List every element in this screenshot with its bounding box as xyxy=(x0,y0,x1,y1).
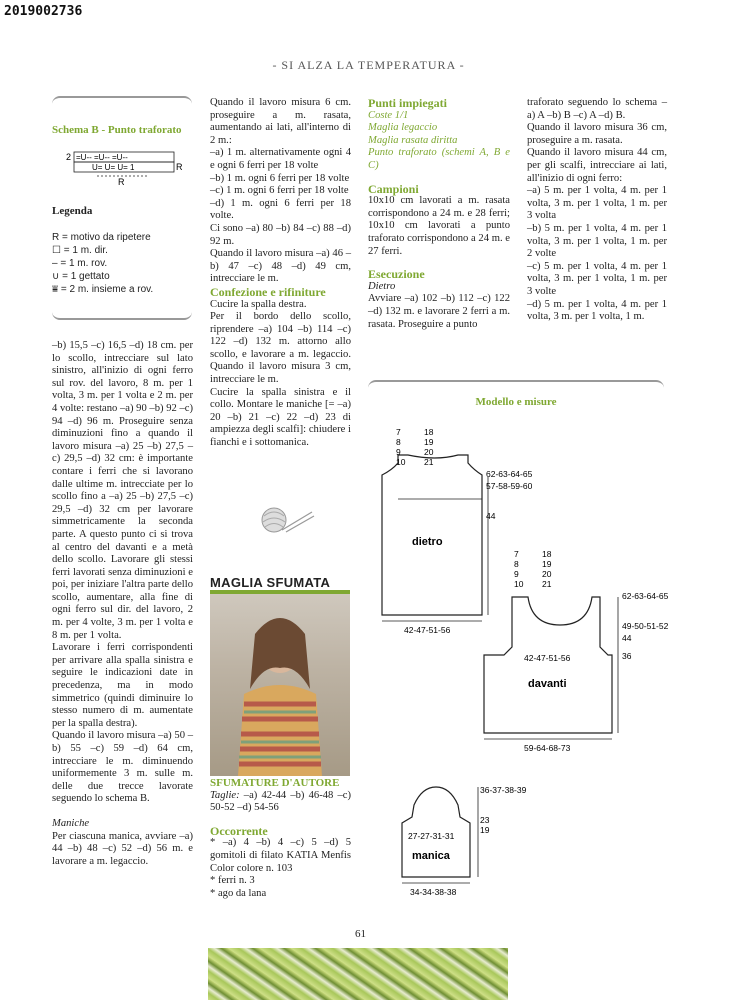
column-3-text xyxy=(368,97,510,331)
chart-bottom-cells: U= U= U= 1 xyxy=(92,163,135,172)
paragraph: 10x10 cm lavorati a m. rasata corrispondono a 24 m. e 28 ferri; 10x10 cm lavorati a punto traforato corrispondono a 24 m. e 27 ferri. xyxy=(368,195,510,257)
punti-item: Maglia rasata diritta xyxy=(368,134,458,146)
dietro-neck-a xyxy=(396,427,406,467)
dietro-right1: 62-63-64-65 xyxy=(486,469,533,479)
paragraph: Quando il lavoro misura –a) 46 –b) 47 –c) 48 –d) 49 cm, intrecciare le m. xyxy=(210,248,351,285)
paragraph: Ci sono –a) 80 –b) 84 –c) 88 –d) 92 m. xyxy=(210,222,351,247)
diagram-line: 18 xyxy=(424,427,434,437)
paragraph: –c) 1 m. ogni 6 ferri per 18 volte xyxy=(210,185,349,197)
paragraph: –b) 15,5 –c) 16,5 –d) 18 cm. per lo scollo, intrecciare sul lato sinistro, all'inizio di ogni ferro sul rov. del lavoro, 8 m. per 1 volta, 3 m. per 1 volta e 2 m. per 4 volte: restano –a) 90 –b) 92 –c) 94 –d) 96 m. Proseguire senza diminuzioni fino a quando il lavoro misura –a) 25 –b) 27,5 –c) 29,5 –d) 32 cm: è importante contare i ferri che si lavorano dalle ultime m. intrecciate per lo scollo fino a –a) 25 –b) 27,5 –c) 29,5 –d) 32 cm per lavorare simmetricamente la seconda parte. A questo punto ci si trova al centro del davanti e a metà dello scollo. Lavorare gli stessi ferri lavorati senza diminuzioni e poi, per iniziare l'altra parte dello scollo, aumentare, alla fine di ogni ferro sul dir. del lavoro, 2 m. per 4 volte, 3 m. per 1 volta e 8 m. per 1 volta. xyxy=(52,340,193,641)
diagram-line: 20 xyxy=(542,569,552,579)
taglie-text: –a) 42-44 –b) 46-48 –c) 50-52 –d) 54-56 xyxy=(210,789,351,814)
document-id: 2019002736 xyxy=(4,4,83,19)
schema-b-title: Schema B - Punto traforato xyxy=(52,124,182,136)
paragraph: –a) 5 m. per 1 volta, 4 m. per 1 volta, 3 m. per 1 volta, 1 m. per 3 volta xyxy=(527,185,667,222)
chart-repeat-label: R xyxy=(118,177,125,187)
pattern-diagram xyxy=(368,415,668,900)
occorrente-item: * ferri n. 3 xyxy=(210,875,255,887)
paragraph: –a) 1 m. alternativamente ogni 4 e ogni 6 ferri per 18 volte xyxy=(210,147,351,171)
davanti-neck-a xyxy=(514,549,524,589)
paragraph: traforato seguendo lo schema –a) A –b) B –c) A –d) B. xyxy=(527,97,667,121)
diagram-line: 21 xyxy=(542,579,552,589)
taglie-label: Taglie: xyxy=(210,789,240,801)
sfumature-block xyxy=(210,777,351,900)
paragraph: Quando il lavoro misura –a) 50 –b) 55 –c) 59 –d) 64 cm, intrecciare le m. diminuendo uniformemente 3 m. sulle m. delle due trecce lavorate seguendo lo schema B. xyxy=(52,730,193,805)
dietro-right3: 44 xyxy=(486,511,496,521)
legend-title: Legenda xyxy=(52,205,93,217)
diagram-line: 18 xyxy=(542,549,552,559)
diagram-bracket xyxy=(368,380,664,388)
diagram-line: 7 xyxy=(396,427,401,437)
diagram-line: 10 xyxy=(514,579,524,589)
paragraph: Per il bordo dello scollo, riprendere –a) 104 –b) 114 –c) 122 –d) 132 m. attorno allo scollo, e lavorare a m. legaccio. Quando il lavoro misura 3 cm, intrecciare le m. xyxy=(210,311,351,386)
diagram-line: 19 xyxy=(424,437,434,447)
davanti-right4: 36 xyxy=(622,651,632,661)
davanti-label: davanti xyxy=(528,678,567,690)
diagram-line: 20 xyxy=(424,447,434,457)
paragraph: –c) 5 m. per 1 volta, 4 m. per 1 volta, 3 m. per 1 volta, 1 m. per 3 volte xyxy=(527,260,667,297)
punti-item: Punto traforato (schemi A, B e C) xyxy=(368,147,510,171)
paragraph: Quando il lavoro misura 44 cm, per gli scalfi, intrecciare ai lati, all'inizio di ogni ferro: xyxy=(527,147,667,184)
legend-item: ⩸ = 2 m. insieme a rov. xyxy=(52,284,154,295)
diagram-title: Modello e misure xyxy=(475,396,557,408)
punti-item: Coste 1/1 xyxy=(368,109,409,121)
column-1-text xyxy=(52,340,193,868)
manica-top: 36-37-38-39 xyxy=(480,785,527,795)
legend-bracket-bottom xyxy=(52,312,192,320)
paragraph: Quando il lavoro misura 6 cm. proseguire a m. rasata, aumentando ai lati, all'interno di 2 m.: xyxy=(210,97,351,146)
diagram-line: 8 xyxy=(396,437,401,447)
punti-title: Punti impiegati xyxy=(368,96,448,110)
occorrente-item: * ago da lana xyxy=(210,887,267,899)
manica-r1: 23 xyxy=(480,815,490,825)
dietro-right2: 57-58-59-60 xyxy=(486,481,533,491)
yarn-texture-image xyxy=(208,948,508,1000)
diagram-line: 10 xyxy=(396,457,406,467)
davanti-right2: 49-50-51-52 xyxy=(622,621,668,631)
diagram-line: 9 xyxy=(514,569,519,579)
legend-item: – = 1 m. rov. xyxy=(52,258,108,269)
manica-bottom: 34-34-38-38 xyxy=(410,887,457,897)
yarn-ball-illustration xyxy=(256,504,316,536)
legend-item: R = motivo da ripetere xyxy=(52,232,151,243)
chart-top-cells: =U-- =U-- =U-- xyxy=(76,153,128,162)
legend-item: ☐ = 1 m. dir. xyxy=(52,245,108,256)
dietro-label: dietro xyxy=(412,536,443,548)
esecuzione-title: Esecuzione xyxy=(368,267,425,282)
diagram-line: 21 xyxy=(424,457,434,467)
davanti-right3: 44 xyxy=(622,633,632,643)
paragraph: Cucire la spalla sinistra e il collo. Montare le maniche [= –a) 20 –b) 21 –c) 22 –d) 23 di ampiezza degli scalfi]: chiudere i fianchi e i sottomanica. xyxy=(210,386,351,449)
davanti-right1: 62-63-64-65 xyxy=(622,591,668,601)
chart-row-2: 2 xyxy=(66,152,72,162)
column-4-text xyxy=(527,97,667,324)
paragraph: –b) 5 m. per 1 volta, 4 m. per 1 volta, 3 m. per 1 volta, 1 m. per 2 volte xyxy=(527,222,667,260)
maniche-title: Maniche xyxy=(52,817,90,829)
legend-bracket-top xyxy=(52,96,192,104)
paragraph: Lavorare i ferri corrispondenti per arrivare alla spalla sinistra e seguire le indicazioni date in precedenza, ma in modo simmetrico (quindi diminuire lo stesso numero di m. aumentate per la spalla destra). xyxy=(52,642,193,729)
dietro-bottom: 42-47-51-56 xyxy=(404,625,451,635)
page-header: - SI ALZA LA TEMPERATURA - xyxy=(272,58,465,72)
davanti-width-mid: 42-47-51-56 xyxy=(524,653,571,663)
occorrente-item: * –a) 4 –b) 4 –c) 5 –d) 5 gomitoli di filato KATIA Menfis Color colore n. 103 xyxy=(210,837,351,874)
campioni-title: Campioni xyxy=(368,181,419,196)
paragraph: –d) 5 m. per 1 volta, 4 m. per 1 volta, 3 m. per 1 volta, 1 m. xyxy=(527,298,667,323)
occorrente-title: Occorrente xyxy=(210,823,268,838)
dietro-shape xyxy=(382,455,482,615)
punti-item: Maglia legaccio xyxy=(368,122,438,134)
davanti-shape xyxy=(484,597,612,733)
davanti-bottom: 59-64-68-73 xyxy=(524,743,571,753)
maglia-title: MAGLIA SFUMATA xyxy=(210,575,331,590)
dietro-neck-b xyxy=(424,427,434,467)
schema-b-box xyxy=(52,124,192,296)
diagram-line: 9 xyxy=(396,447,401,457)
column-2-text xyxy=(210,97,351,450)
legend-item: ∪ = 1 gettato xyxy=(52,271,110,282)
manica-r2: 19 xyxy=(480,825,490,835)
diagram-line: 19 xyxy=(542,559,552,569)
sfumature-title: SFUMATURE D'AUTORE xyxy=(210,777,340,789)
paragraph: Cucire la spalla destra. xyxy=(210,298,307,310)
diagram-line: 7 xyxy=(514,549,519,559)
legend-list xyxy=(52,231,192,296)
diagram-line: 8 xyxy=(514,559,519,569)
paragraph: Quando il lavoro misura 36 cm, proseguire a m. rasata. xyxy=(527,122,667,146)
paragraph: –b) 1 m. ogni 6 ferri per 18 volte xyxy=(210,172,350,184)
chart-sym-r: R xyxy=(176,162,183,172)
manica-width: 27-27-31-31 xyxy=(408,831,455,841)
paragraph: Per ciascuna manica, avviare –a) 44 –b) 48 –c) 52 –d) 56 m. e lavorare a m. legaccio. xyxy=(52,830,193,867)
dietro-label: Dietro xyxy=(368,280,396,292)
manica-label: manica xyxy=(412,850,450,862)
page-number: 61 xyxy=(355,928,366,940)
paragraph: –d) 1 m. ogni 6 ferri per 18 volte. xyxy=(210,197,351,222)
schema-b-chart xyxy=(52,148,192,190)
davanti-neck-b xyxy=(542,549,552,589)
confezione-title: Confezione e rifiniture xyxy=(210,284,326,299)
paragraph: Avviare –a) 102 –b) 112 –c) 122 –d) 132 m. e lavorare 2 ferri a m. rasata. Proseguire a punto xyxy=(368,293,510,330)
model-photo xyxy=(210,594,350,776)
